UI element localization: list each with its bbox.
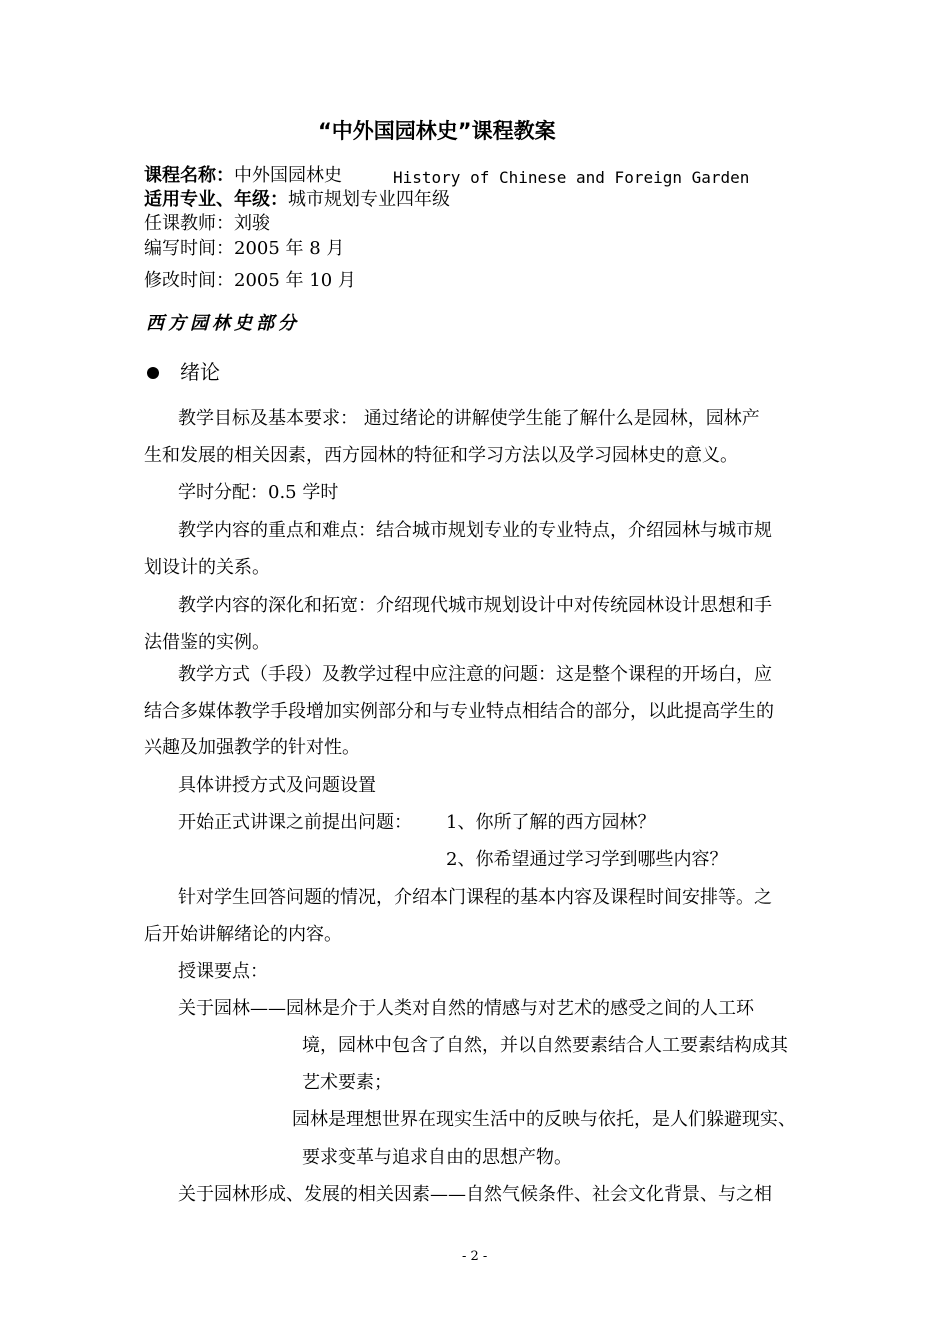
paragraph-line: 艺术要素； [302,1072,392,1093]
paragraph-line: 授课要点： [178,961,268,982]
course-name-cn: 中外国园林史 [234,165,342,186]
paragraph-line: 结合多媒体教学手段增加实例部分和与专业特点相结合的部分，以此提高学生的 [144,701,774,722]
question-item: 2、你希望通过学习学到哪些内容？ [446,849,728,870]
page-number: - 2 - [462,1249,488,1264]
major-row [144,189,450,211]
bullet-icon [147,367,159,379]
paragraph-line: 兴趣及加强教学的针对性。 [144,737,360,758]
course-name-label: 课程名称： [144,165,234,186]
paragraph-line: 开始正式讲课之前提出问题： [178,812,412,833]
teacher-row: 任课教师：刘骏 [144,213,270,234]
chapter-heading: 绪论 [180,360,220,384]
course-name-row [144,165,342,187]
section-title: 西方园林史部分 [146,313,300,334]
paragraph-line: 具体讲授方式及问题设置 [178,775,376,796]
paragraph-line: 学时分配：0.5 学时 [178,482,339,503]
paragraph-line: 教学内容的深化和拓宽：介绍现代城市规划设计中对传统园林设计思想和手 [178,595,772,616]
course-name-en: History of Chinese and Foreign Garden [393,168,750,187]
paragraph-line: 教学方式（手段）及教学过程中应注意的问题：这是整个课程的开场白，应 [178,664,772,685]
paragraph-line: 法借鉴的实例。 [144,632,270,653]
document-title: “中外国园林史”课程教案 [318,119,556,143]
paragraph-line: 教学内容的重点和难点：结合城市规划专业的专业特点，介绍园林与城市规 [178,520,772,541]
written-date-row: 编写时间：2005 年 8 月 [144,238,345,259]
paragraph-line: 关于园林——园林是介于人类对自然的情感与对艺术的感受之间的人工环 [178,998,754,1019]
paragraph-line: 园林是理想世界在现实生活中的反映与依托，是人们躲避现实、 [292,1109,796,1130]
paragraph-line: 针对学生回答问题的情况，介绍本门课程的基本内容及课程时间安排等。之 [178,887,772,908]
major-value: 城市规划专业四年级 [288,189,450,210]
paragraph-line: 要求变革与追求自由的思想产物。 [302,1147,572,1168]
paragraph-line: 境，园林中包含了自然，并以自然要素结合人工要素结构成其 [302,1035,788,1056]
paragraph-line: 划设计的关系。 [144,557,270,578]
paragraph-line: 关于园林形成、发展的相关因素——自然气候条件、社会文化背景、与之相 [178,1184,772,1205]
revised-date-row: 修改时间：2005 年 10 月 [144,270,356,291]
paragraph-line: 后开始讲解绪论的内容。 [144,924,342,945]
question-item: 1、你所了解的西方园林？ [446,812,656,833]
paragraph-line: 教学目标及基本要求： 通过绪论的讲解使学生能了解什么是园林，园林产 [178,408,760,429]
paragraph-line: 生和发展的相关因素，西方园林的特征和学习方法以及学习园林史的意义。 [144,445,738,466]
major-label: 适用专业、年级： [144,189,288,210]
